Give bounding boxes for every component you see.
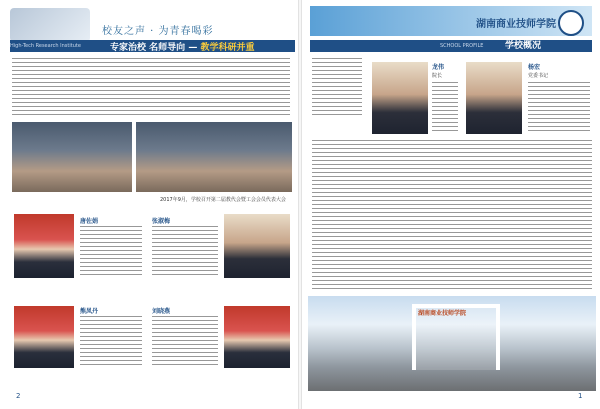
- person-2-bio: [152, 226, 218, 278]
- portrait-1: [14, 214, 74, 278]
- leader-1-role: 院长: [432, 73, 443, 79]
- leader-2-role: 党委书记: [528, 73, 549, 79]
- school-name: 湖南商业技师学院: [476, 19, 556, 30]
- right-banner: [310, 6, 592, 36]
- right-section-en: SCHOOL PROFILE: [440, 43, 484, 49]
- leader-1-name: 龙伟: [432, 64, 445, 71]
- header-brush-image: [10, 8, 90, 42]
- right-leader-1-bio: [312, 58, 362, 118]
- right-section-title: 学校概况: [505, 41, 542, 51]
- right-page-number: 1: [578, 392, 583, 400]
- person-1-name: 唐佐娟: [80, 218, 99, 225]
- person-3-name: 熊凤丹: [80, 308, 99, 315]
- person-2-name: 张淑梅: [152, 218, 171, 225]
- left-section-en: High-Tech Research Institute: [10, 43, 81, 49]
- portrait-2: [224, 214, 290, 278]
- portrait-3: [14, 306, 74, 368]
- person-4-name: 刘晓燕: [152, 308, 171, 315]
- title-part-b: 名师导向: [149, 43, 186, 53]
- title-part-c: 教学科研并重: [200, 43, 255, 53]
- gate-sign: 湖南商业技师学院: [418, 310, 467, 317]
- school-logo-icon: [558, 10, 584, 36]
- spine-gutter: [298, 0, 302, 409]
- right-body-text: [312, 140, 592, 290]
- meeting-photo-right: [136, 122, 292, 192]
- person-1-bio: [80, 226, 142, 278]
- left-section-title: 专家治校 名师导向 — 教学科研并重: [110, 43, 255, 53]
- photo-caption: 2017年9月，学校召开第二届教代会暨工会会员代表大会: [160, 197, 286, 203]
- leader-1-portrait: [372, 62, 428, 134]
- person-3-bio: [80, 316, 142, 368]
- leader-1-text: [432, 82, 458, 132]
- campus-gate-photo: [308, 296, 596, 391]
- person-4-bio: [152, 316, 218, 368]
- meeting-photo-left: [12, 122, 132, 192]
- leader-2-portrait: [466, 62, 522, 134]
- leader-2-text: [528, 82, 590, 134]
- header-slogan: 校友之声 · 为青春喝彩: [102, 26, 214, 37]
- left-page-number: 2: [16, 392, 21, 400]
- left-intro-text: [12, 58, 290, 118]
- leader-2-name: 杨宏: [528, 64, 541, 71]
- portrait-4: [224, 306, 290, 368]
- title-part-a: 专家治校: [110, 43, 147, 53]
